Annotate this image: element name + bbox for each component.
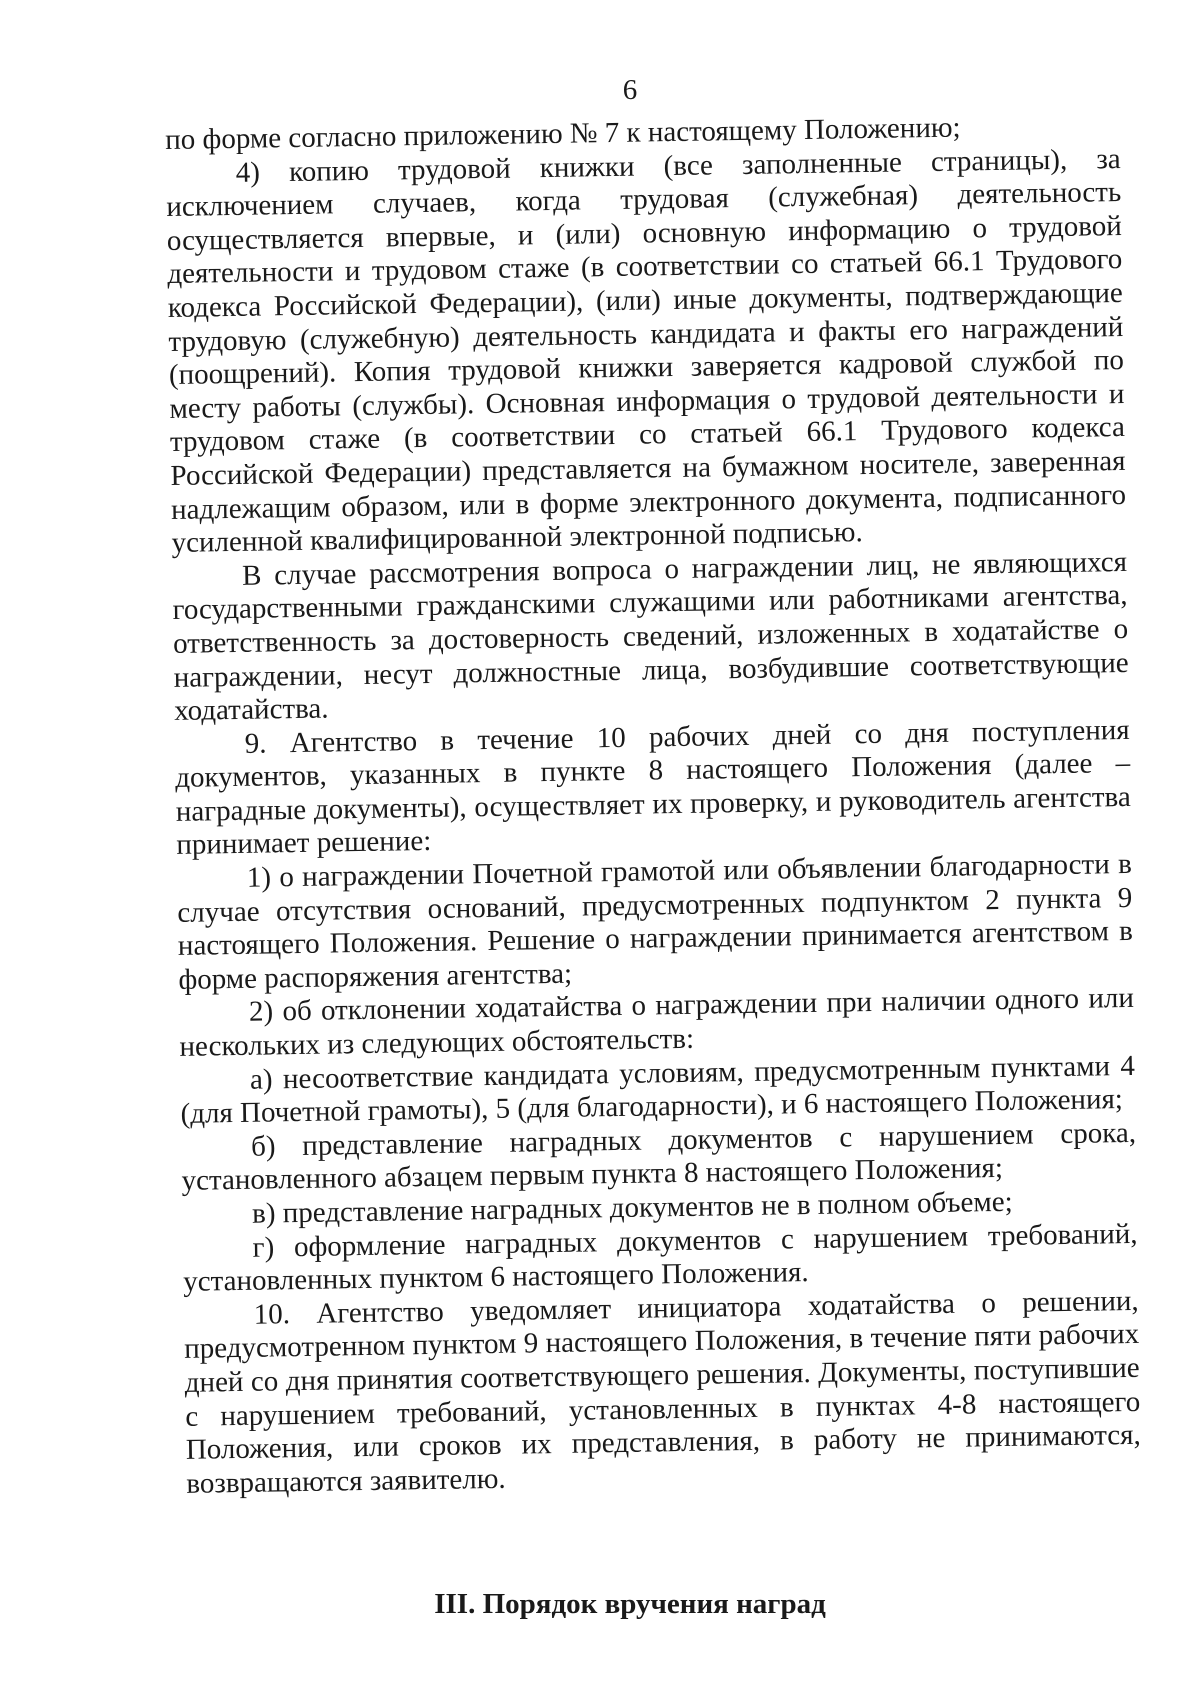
- document-body: [165, 109, 1142, 1501]
- paragraph-responsibility: В случае рассмотрения вопроса о награждении лиц, не являющихся государственными гражданскими служащими или работниками агентства, ответственность за достоверность сведений, изложенных в ходатайстве о награждении, несут должностные лица, возбудившие соответствующие ходатайства.: [172, 545, 1129, 728]
- paragraph-clause-9: 9. Агентство в течение 10 рабочих дней со дня поступления документов, указанных в пункте 8 настоящего Положения (далее – наградные документы), осуществляет их проверку, и руководитель агентства принимает решение:: [175, 713, 1131, 862]
- paragraph-subitem-v: в) представление наградных документов не в полном объеме;: [251, 1185, 1013, 1230]
- paragraph-clause-9-item-1: 1) о награждении Почетной грамотой или объявлении благодарности в случае отсутствия оснований, предусмотренных подпунктом 2 пункта 9 настоящего Положения. Решение о награждении принимается агентством в форме распоряжения агентства;: [177, 847, 1134, 996]
- paragraph-form-reference: по форме согласно приложению № 7 к настоящему Положению;: [165, 111, 961, 156]
- paragraph-clause-9-item-2: 2) об отклонении ходатайства о награждении при наличии одного или нескольких из следующих обстоятельств:: [179, 982, 1135, 1063]
- paragraph-subitem-a: а) несоответствие кандидата условиям, предусмотренным пунктами 4 (для Почетной грамоты), 5 (для благодарности), и 6 настоящего Положения;: [180, 1049, 1136, 1131]
- paragraph-clause-10: 10. Агентство уведомляет инициатора ходатайства о решении, предусмотренном пунктом 9 настоящего Положения, в течение пяти рабочих дней со дня принятия соответствующего решения. Документы, поступившие с нарушением требований, установленных в пунктах 4-8 настоящего Положения, или сроков их представления, в работу не принимаются, возвращаются заявителю.: [183, 1284, 1141, 1500]
- paragraph-item-4-work-record: 4) копию трудовой книжки (все заполненные страницы), за исключением случаев, когда трудовая (служебная) деятельность осуществляется впервые, и (или) основную информацию о трудовой деятельности и трудовом стаже (в соответствии со статьей 66.1 Трудового кодекса Российской Федерации), (или) иные документы, подтверждающие трудовую (служебную) деятельность кандидата и факты его награждений (поощрений). Копия трудовой книжки заверяется кадровой службой по месту работы (службы). Основная информация о трудовой деятельности и трудовом стаже (в соответствии со статьей 66.1 Трудового кодекса Российской Федерации) представляется на бумажном носителе, заверенная надлежащим образом, или в форме электронного документа, подписанного усиленной квалифицированной электронной подписью.: [166, 142, 1127, 560]
- section-heading: III. Порядок вручения наград: [434, 1588, 826, 1620]
- paragraph-subitem-g: г) оформление наградных документов с нарушением требований, установленных пунктом 6 настоящего Положения.: [182, 1217, 1138, 1299]
- paragraph-subitem-b: б) представление наградных документов с нарушением срока, установленного абзацем первым пункта 8 настоящего Положения;: [181, 1116, 1137, 1198]
- page-number: 6: [622, 74, 638, 106]
